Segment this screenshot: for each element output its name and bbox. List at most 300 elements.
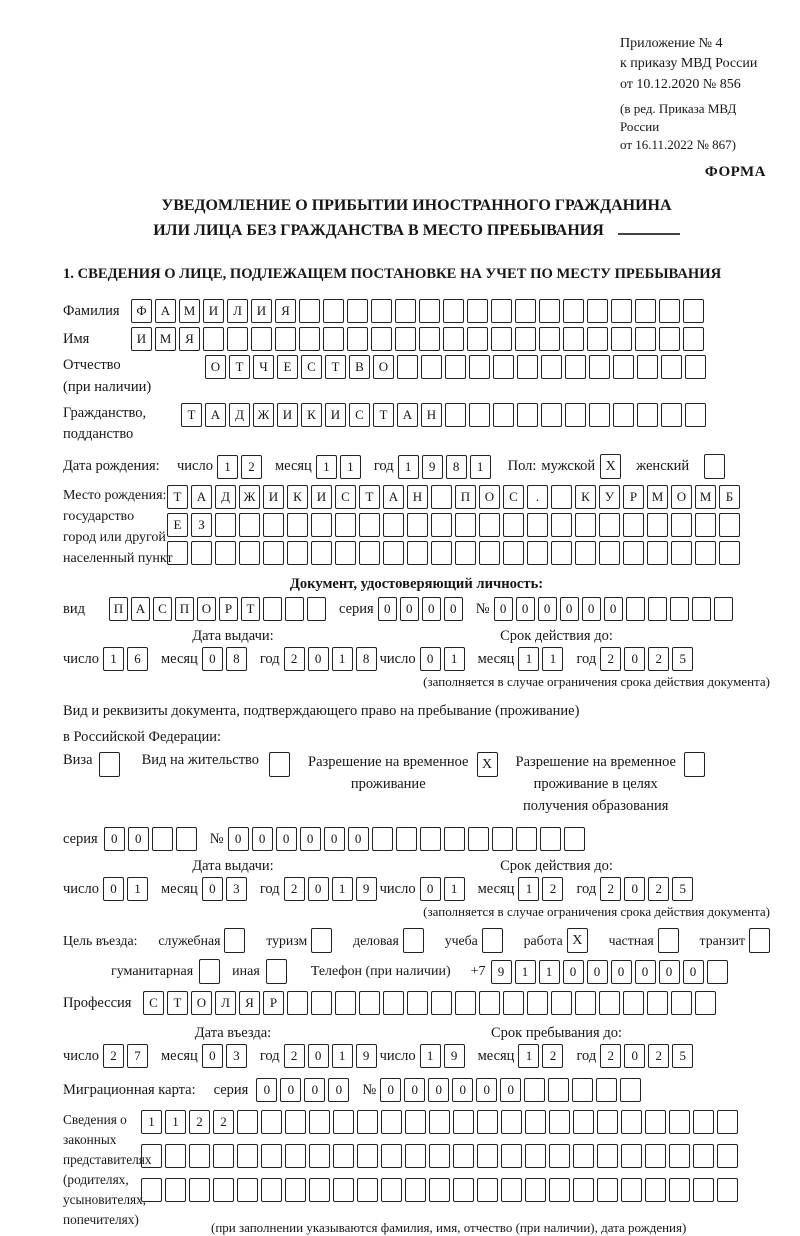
char-cell[interactable]: 2 (600, 1044, 621, 1068)
char-cell[interactable] (429, 1110, 450, 1134)
char-cell[interactable]: 2 (648, 877, 669, 901)
char-cell[interactable]: Ч (253, 355, 274, 379)
representatives-cells-row2[interactable] (141, 1144, 741, 1168)
char-cell[interactable]: О (191, 991, 212, 1015)
char-cell[interactable] (453, 1110, 474, 1134)
char-cell[interactable] (479, 541, 500, 565)
char-cell[interactable]: И (311, 485, 332, 509)
char-cell[interactable] (261, 1110, 282, 1134)
char-cell[interactable] (599, 991, 620, 1015)
char-cell[interactable] (477, 1178, 498, 1202)
id-doc-valid-month-cells[interactable] (518, 647, 566, 671)
char-cell[interactable] (540, 827, 561, 851)
stay-doc-issue-year-cells[interactable] (284, 877, 380, 901)
char-cell[interactable]: 0 (256, 1078, 277, 1102)
char-cell[interactable]: П (455, 485, 476, 509)
birthplace-cells-row1[interactable] (167, 485, 743, 509)
char-cell[interactable] (515, 327, 536, 351)
char-cell[interactable]: 1 (518, 647, 539, 671)
char-cell[interactable] (191, 541, 212, 565)
char-cell[interactable]: А (383, 485, 404, 509)
char-cell[interactable]: . (527, 485, 548, 509)
char-cell[interactable] (539, 299, 560, 323)
char-cell[interactable]: 0 (624, 877, 645, 901)
char-cell[interactable] (323, 327, 344, 351)
phone-cells[interactable] (491, 960, 731, 984)
char-cell[interactable] (525, 1144, 546, 1168)
char-cell[interactable] (311, 541, 332, 565)
char-cell[interactable]: 2 (284, 877, 305, 901)
char-cell[interactable]: 0 (420, 647, 441, 671)
char-cell[interactable] (405, 1144, 426, 1168)
char-cell[interactable]: О (197, 597, 216, 621)
char-cell[interactable] (431, 991, 452, 1015)
char-cell[interactable] (381, 1110, 402, 1134)
char-cell[interactable] (165, 1144, 186, 1168)
char-cell[interactable] (359, 541, 380, 565)
char-cell[interactable] (647, 991, 668, 1015)
char-cell[interactable]: 0 (300, 827, 321, 851)
char-cell[interactable] (551, 991, 572, 1015)
char-cell[interactable] (669, 1144, 690, 1168)
profession-cells[interactable] (143, 991, 719, 1015)
migration-card-number-cells[interactable] (380, 1078, 644, 1102)
char-cell[interactable]: 0 (128, 827, 149, 851)
visa-checkbox[interactable] (99, 752, 120, 777)
char-cell[interactable]: 7 (127, 1044, 148, 1068)
char-cell[interactable]: Е (277, 355, 298, 379)
char-cell[interactable]: Я (239, 991, 260, 1015)
char-cell[interactable] (421, 355, 442, 379)
char-cell[interactable]: К (287, 485, 308, 509)
char-cell[interactable] (548, 1078, 569, 1102)
char-cell[interactable] (589, 403, 610, 427)
char-cell[interactable] (645, 1178, 666, 1202)
id-doc-number-cells[interactable] (494, 597, 736, 621)
char-cell[interactable]: Ж (239, 485, 260, 509)
char-cell[interactable]: Т (181, 403, 202, 427)
char-cell[interactable]: 9 (422, 455, 443, 479)
char-cell[interactable]: 0 (202, 647, 223, 671)
char-cell[interactable]: Я (275, 299, 296, 323)
stay-doc-valid-year-cells[interactable] (600, 877, 696, 901)
char-cell[interactable] (420, 827, 441, 851)
entry-date-month-cells[interactable] (202, 1044, 250, 1068)
char-cell[interactable]: П (175, 597, 194, 621)
char-cell[interactable] (468, 827, 489, 851)
char-cell[interactable]: Т (167, 485, 188, 509)
rvp-checkbox[interactable]: X (477, 752, 498, 777)
char-cell[interactable] (637, 355, 658, 379)
char-cell[interactable]: М (155, 327, 176, 351)
char-cell[interactable] (383, 541, 404, 565)
char-cell[interactable] (261, 1178, 282, 1202)
char-cell[interactable]: 2 (241, 455, 262, 479)
char-cell[interactable]: Т (373, 403, 394, 427)
char-cell[interactable] (261, 1144, 282, 1168)
char-cell[interactable]: Е (167, 513, 188, 537)
char-cell[interactable]: 0 (452, 1078, 473, 1102)
char-cell[interactable] (621, 1178, 642, 1202)
stay-doc-number-cells[interactable] (228, 827, 588, 851)
char-cell[interactable] (407, 991, 428, 1015)
char-cell[interactable]: 0 (328, 1078, 349, 1102)
char-cell[interactable] (589, 355, 610, 379)
char-cell[interactable]: С (503, 485, 524, 509)
char-cell[interactable] (383, 991, 404, 1015)
char-cell[interactable]: 2 (103, 1044, 124, 1068)
char-cell[interactable] (669, 1110, 690, 1134)
char-cell[interactable]: 1 (518, 1044, 539, 1068)
char-cell[interactable] (493, 403, 514, 427)
char-cell[interactable]: С (143, 991, 164, 1015)
char-cell[interactable] (659, 327, 680, 351)
char-cell[interactable]: 0 (659, 960, 680, 984)
char-cell[interactable] (419, 327, 440, 351)
char-cell[interactable] (661, 403, 682, 427)
char-cell[interactable] (695, 541, 716, 565)
purpose-official-checkbox[interactable] (224, 928, 245, 953)
purpose-humanitarian-checkbox[interactable] (199, 959, 220, 984)
char-cell[interactable] (611, 327, 632, 351)
char-cell[interactable]: Ж (253, 403, 274, 427)
char-cell[interactable]: Л (227, 299, 248, 323)
char-cell[interactable]: 5 (672, 877, 693, 901)
char-cell[interactable] (623, 513, 644, 537)
birthdate-month-cells[interactable] (316, 455, 364, 479)
char-cell[interactable] (527, 513, 548, 537)
char-cell[interactable]: 1 (217, 455, 238, 479)
char-cell[interactable] (587, 299, 608, 323)
char-cell[interactable] (671, 541, 692, 565)
entry-date-day-cells[interactable] (103, 1044, 151, 1068)
char-cell[interactable] (429, 1144, 450, 1168)
char-cell[interactable] (455, 541, 476, 565)
char-cell[interactable] (501, 1110, 522, 1134)
char-cell[interactable] (525, 1178, 546, 1202)
char-cell[interactable]: 8 (446, 455, 467, 479)
id-doc-issue-day-cells[interactable] (103, 647, 151, 671)
char-cell[interactable]: Л (215, 991, 236, 1015)
char-cell[interactable]: 2 (600, 877, 621, 901)
char-cell[interactable] (563, 327, 584, 351)
char-cell[interactable] (443, 299, 464, 323)
char-cell[interactable]: К (301, 403, 322, 427)
char-cell[interactable] (203, 327, 224, 351)
char-cell[interactable] (613, 355, 634, 379)
char-cell[interactable] (407, 513, 428, 537)
char-cell[interactable] (493, 355, 514, 379)
char-cell[interactable] (527, 991, 548, 1015)
char-cell[interactable]: 1 (420, 1044, 441, 1068)
char-cell[interactable]: 1 (542, 647, 563, 671)
char-cell[interactable]: 0 (500, 1078, 521, 1102)
char-cell[interactable]: 0 (624, 647, 645, 671)
char-cell[interactable]: 0 (276, 827, 297, 851)
char-cell[interactable] (719, 513, 740, 537)
char-cell[interactable]: Н (407, 485, 428, 509)
char-cell[interactable] (309, 1144, 330, 1168)
char-cell[interactable]: 2 (648, 647, 669, 671)
char-cell[interactable] (693, 1110, 714, 1134)
char-cell[interactable] (215, 541, 236, 565)
char-cell[interactable]: Р (263, 991, 284, 1015)
char-cell[interactable]: 0 (308, 1044, 329, 1068)
char-cell[interactable] (431, 541, 452, 565)
char-cell[interactable]: М (695, 485, 716, 509)
char-cell[interactable] (717, 1110, 738, 1134)
char-cell[interactable] (648, 597, 667, 621)
char-cell[interactable]: 0 (252, 827, 273, 851)
char-cell[interactable] (717, 1144, 738, 1168)
char-cell[interactable]: 0 (624, 1044, 645, 1068)
char-cell[interactable] (444, 827, 465, 851)
char-cell[interactable]: А (191, 485, 212, 509)
char-cell[interactable] (357, 1144, 378, 1168)
char-cell[interactable]: Т (359, 485, 380, 509)
char-cell[interactable]: 0 (104, 827, 125, 851)
char-cell[interactable] (405, 1178, 426, 1202)
char-cell[interactable]: 0 (228, 827, 249, 851)
char-cell[interactable] (263, 513, 284, 537)
residence-permit-checkbox[interactable] (269, 752, 290, 777)
stay-doc-issue-day-cells[interactable] (103, 877, 151, 901)
char-cell[interactable] (539, 327, 560, 351)
char-cell[interactable]: 0 (604, 597, 623, 621)
char-cell[interactable]: 0 (202, 1044, 223, 1068)
char-cell[interactable]: 0 (563, 960, 584, 984)
char-cell[interactable] (685, 355, 706, 379)
char-cell[interactable] (719, 541, 740, 565)
purpose-private-checkbox[interactable] (658, 928, 679, 953)
char-cell[interactable] (477, 1110, 498, 1134)
char-cell[interactable]: 5 (672, 1044, 693, 1068)
char-cell[interactable] (671, 991, 692, 1015)
char-cell[interactable] (189, 1144, 210, 1168)
migration-card-series-cells[interactable] (256, 1078, 352, 1102)
char-cell[interactable] (549, 1178, 570, 1202)
id-doc-issue-month-cells[interactable] (202, 647, 250, 671)
char-cell[interactable] (429, 1178, 450, 1202)
char-cell[interactable]: 0 (378, 597, 397, 621)
patronymic-cells[interactable] (205, 355, 709, 379)
firstname-cells[interactable] (131, 327, 707, 351)
char-cell[interactable]: Р (219, 597, 238, 621)
char-cell[interactable]: 0 (103, 877, 124, 901)
char-cell[interactable] (525, 1110, 546, 1134)
char-cell[interactable] (333, 1178, 354, 1202)
char-cell[interactable] (431, 485, 452, 509)
char-cell[interactable] (323, 299, 344, 323)
char-cell[interactable] (467, 327, 488, 351)
char-cell[interactable] (573, 1110, 594, 1134)
char-cell[interactable]: 9 (491, 960, 512, 984)
char-cell[interactable]: 1 (444, 877, 465, 901)
entry-until-day-cells[interactable] (420, 1044, 468, 1068)
char-cell[interactable]: 0 (635, 960, 656, 984)
char-cell[interactable] (309, 1110, 330, 1134)
char-cell[interactable] (541, 355, 562, 379)
purpose-study-checkbox[interactable] (482, 928, 503, 953)
char-cell[interactable] (383, 513, 404, 537)
char-cell[interactable] (445, 403, 466, 427)
char-cell[interactable] (492, 827, 513, 851)
char-cell[interactable]: С (335, 485, 356, 509)
char-cell[interactable] (714, 597, 733, 621)
char-cell[interactable] (645, 1110, 666, 1134)
char-cell[interactable]: Н (421, 403, 442, 427)
char-cell[interactable] (152, 827, 173, 851)
char-cell[interactable]: Т (325, 355, 346, 379)
char-cell[interactable] (285, 1110, 306, 1134)
char-cell[interactable] (431, 513, 452, 537)
char-cell[interactable]: А (205, 403, 226, 427)
purpose-tourism-checkbox[interactable] (311, 928, 332, 953)
char-cell[interactable] (395, 327, 416, 351)
char-cell[interactable]: О (671, 485, 692, 509)
char-cell[interactable]: 2 (189, 1110, 210, 1134)
char-cell[interactable] (517, 355, 538, 379)
char-cell[interactable]: 1 (518, 877, 539, 901)
char-cell[interactable]: В (349, 355, 370, 379)
char-cell[interactable]: 2 (542, 1044, 563, 1068)
entry-until-year-cells[interactable] (600, 1044, 696, 1068)
char-cell[interactable]: А (155, 299, 176, 323)
char-cell[interactable]: С (349, 403, 370, 427)
char-cell[interactable]: М (179, 299, 200, 323)
char-cell[interactable]: Б (719, 485, 740, 509)
id-doc-valid-year-cells[interactable] (600, 647, 696, 671)
char-cell[interactable] (335, 513, 356, 537)
id-doc-valid-day-cells[interactable] (420, 647, 468, 671)
char-cell[interactable] (309, 1178, 330, 1202)
char-cell[interactable] (419, 299, 440, 323)
char-cell[interactable] (237, 1110, 258, 1134)
char-cell[interactable] (527, 541, 548, 565)
char-cell[interactable]: 1 (332, 877, 353, 901)
birthplace-cells-row2[interactable] (167, 513, 743, 537)
char-cell[interactable]: 0 (308, 647, 329, 671)
char-cell[interactable]: 0 (538, 597, 557, 621)
char-cell[interactable] (517, 403, 538, 427)
male-checkbox[interactable]: X (600, 454, 621, 479)
char-cell[interactable] (623, 991, 644, 1015)
char-cell[interactable] (693, 1144, 714, 1168)
char-cell[interactable] (299, 299, 320, 323)
char-cell[interactable] (213, 1178, 234, 1202)
char-cell[interactable] (635, 327, 656, 351)
char-cell[interactable] (239, 541, 260, 565)
char-cell[interactable] (372, 827, 393, 851)
char-cell[interactable]: 0 (308, 877, 329, 901)
char-cell[interactable] (445, 355, 466, 379)
char-cell[interactable]: Д (229, 403, 250, 427)
char-cell[interactable] (285, 597, 304, 621)
char-cell[interactable]: 3 (226, 1044, 247, 1068)
char-cell[interactable] (575, 513, 596, 537)
char-cell[interactable]: 2 (542, 877, 563, 901)
char-cell[interactable] (565, 355, 586, 379)
stay-doc-issue-month-cells[interactable] (202, 877, 250, 901)
char-cell[interactable]: Т (167, 991, 188, 1015)
char-cell[interactable] (237, 1144, 258, 1168)
char-cell[interactable] (620, 1078, 641, 1102)
char-cell[interactable]: 0 (582, 597, 601, 621)
char-cell[interactable] (263, 597, 282, 621)
char-cell[interactable] (275, 327, 296, 351)
char-cell[interactable]: 2 (648, 1044, 669, 1068)
char-cell[interactable]: 1 (340, 455, 361, 479)
char-cell[interactable] (626, 597, 645, 621)
char-cell[interactable]: 0 (380, 1078, 401, 1102)
id-doc-issue-year-cells[interactable] (284, 647, 380, 671)
char-cell[interactable] (637, 403, 658, 427)
surname-cells[interactable] (131, 299, 707, 323)
char-cell[interactable]: А (397, 403, 418, 427)
char-cell[interactable] (623, 541, 644, 565)
char-cell[interactable]: 1 (470, 455, 491, 479)
char-cell[interactable] (635, 299, 656, 323)
char-cell[interactable]: 1 (165, 1110, 186, 1134)
char-cell[interactable]: 6 (127, 647, 148, 671)
char-cell[interactable] (572, 1078, 593, 1102)
char-cell[interactable] (551, 541, 572, 565)
char-cell[interactable] (670, 597, 689, 621)
char-cell[interactable] (647, 513, 668, 537)
char-cell[interactable]: 1 (332, 1044, 353, 1068)
char-cell[interactable]: 0 (202, 877, 223, 901)
char-cell[interactable] (551, 485, 572, 509)
char-cell[interactable]: 0 (428, 1078, 449, 1102)
stay-doc-series-cells[interactable] (104, 827, 200, 851)
char-cell[interactable] (141, 1144, 162, 1168)
char-cell[interactable] (333, 1110, 354, 1134)
char-cell[interactable] (695, 513, 716, 537)
char-cell[interactable] (189, 1178, 210, 1202)
char-cell[interactable]: Ф (131, 299, 152, 323)
char-cell[interactable]: У (599, 485, 620, 509)
char-cell[interactable] (359, 991, 380, 1015)
char-cell[interactable]: О (479, 485, 500, 509)
char-cell[interactable] (371, 299, 392, 323)
char-cell[interactable] (551, 513, 572, 537)
char-cell[interactable]: 2 (213, 1110, 234, 1134)
char-cell[interactable]: 2 (284, 647, 305, 671)
char-cell[interactable] (239, 513, 260, 537)
char-cell[interactable] (647, 541, 668, 565)
char-cell[interactable] (613, 403, 634, 427)
char-cell[interactable]: 0 (444, 597, 463, 621)
rvp-education-checkbox[interactable] (684, 752, 705, 777)
stay-doc-valid-day-cells[interactable] (420, 877, 468, 901)
char-cell[interactable] (683, 299, 704, 323)
char-cell[interactable] (311, 513, 332, 537)
char-cell[interactable] (467, 299, 488, 323)
char-cell[interactable]: 1 (316, 455, 337, 479)
char-cell[interactable] (263, 541, 284, 565)
char-cell[interactable] (549, 1144, 570, 1168)
char-cell[interactable]: Д (215, 485, 236, 509)
char-cell[interactable] (645, 1144, 666, 1168)
char-cell[interactable] (227, 327, 248, 351)
char-cell[interactable]: 1 (103, 647, 124, 671)
birthdate-day-cells[interactable] (217, 455, 265, 479)
char-cell[interactable] (597, 1178, 618, 1202)
char-cell[interactable]: 1 (332, 647, 353, 671)
char-cell[interactable] (287, 991, 308, 1015)
char-cell[interactable] (333, 1144, 354, 1168)
char-cell[interactable] (516, 827, 537, 851)
